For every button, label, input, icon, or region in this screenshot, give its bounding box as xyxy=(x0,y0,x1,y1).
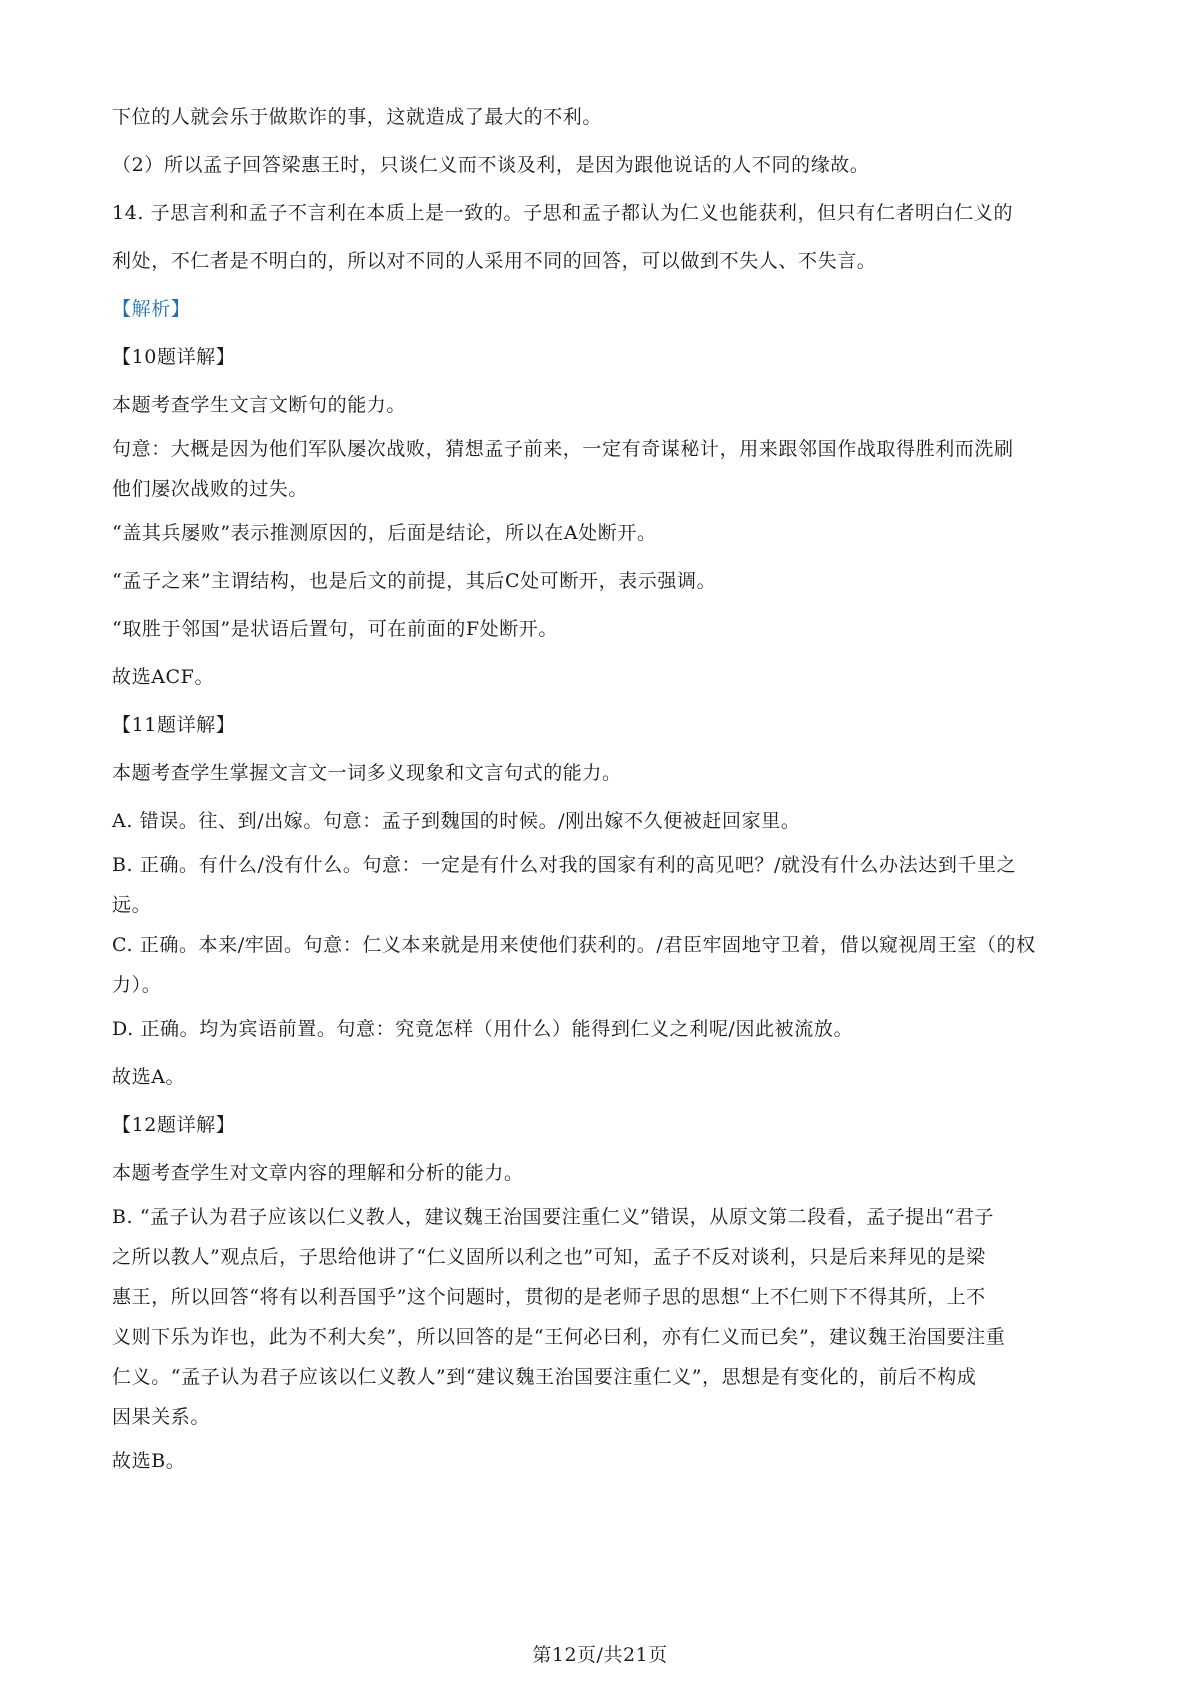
option-b-line: 义则下乐为诈也，此为不利大矣”，所以回答的是“王何必曰利，亦有仁义而已矣”，建议魏王治国要注重 xyxy=(112,1326,1006,1348)
option-b-line: 之所以教人”观点后，子思给他讲了“仁义固所以利之也”可知，孟子不反对谈利，只是后来拜见的是梁 xyxy=(112,1246,986,1268)
page-number: 第12页/共21页 xyxy=(532,1644,668,1666)
paragraph-line: “取胜于邻国”是状语后置句，可在前面的F处断开。 xyxy=(112,618,559,640)
option-b-line: 远。 xyxy=(112,894,152,916)
option-c-line: 力）。 xyxy=(112,974,162,996)
paragraph-line: 他们屡次战败的过失。 xyxy=(112,478,309,500)
option-c-line: C. 正确。本来/牢固。句意：仁义本来就是用来使他们获利的。/君臣牢固地守卫着，借以窥视周王室（的权 xyxy=(112,934,1036,956)
analysis-heading: 【解析】 xyxy=(112,298,191,320)
option-b-line: B. 正确。有什么/没有什么。句意：一定是有什么对我的国家有利的高见吧？/就没有什么办法达到千里之 xyxy=(112,854,1017,876)
answer-choice-line: 故选B。 xyxy=(112,1450,186,1472)
paragraph-line: 本题考查学生对文章内容的理解和分析的能力。 xyxy=(112,1162,524,1184)
option-a-line: A. 错误。往、到/出嫁。句意：孟子到魏国的时候。/刚出嫁不久便被赶回家里。 xyxy=(112,810,801,832)
paragraph-line: “盖其兵屡败”表示推测原因的，后面是结论，所以在A处断开。 xyxy=(112,522,657,544)
question-11-heading: 【11题详解】 xyxy=(112,714,236,736)
paragraph-line: 本题考查学生文言文断句的能力。 xyxy=(112,394,407,416)
option-d-line: D. 正确。均为宾语前置。句意：究竟怎样（用什么）能得到仁义之利呢/因此被流放。 xyxy=(112,1018,854,1040)
question-10-heading: 【10题详解】 xyxy=(112,346,236,368)
question-12-heading: 【12题详解】 xyxy=(112,1114,236,1136)
paragraph-line: 本题考查学生掌握文言文一词多义现象和文言句式的能力。 xyxy=(112,762,622,784)
answer-line: （2）所以孟子回答梁惠王时，只谈仁义而不谈及利，是因为跟他说话的人不同的缘故。 xyxy=(112,154,870,176)
answer-choice-line: 故选A。 xyxy=(112,1066,186,1088)
answer-14-line: 利处，不仁者是不明白的，所以对不同的人采用不同的回答，可以做到不失人、不失言。 xyxy=(112,250,877,272)
option-b-line: B. “孟子认为君子应该以仁义教人，建议魏王治国要注重仁义”错误，从原文第二段看，孟子提出“君子 xyxy=(112,1206,994,1228)
option-b-line: 仁义。“孟子认为君子应该以仁义教人”到“建议魏王治国要注重仁义”，思想是有变化的，前后不构成 xyxy=(112,1366,977,1388)
answer-14-line: 14. 子思言利和孟子不言利在本质上是一致的。子思和孟子都认为仁义也能获利，但只有仁者明白仁义的 xyxy=(112,202,1014,224)
option-b-line: 因果关系。 xyxy=(112,1406,211,1428)
paragraph-line: 句意：大概是因为他们军队屡次战败，猜想孟子前来，一定有奇谋秘计，用来跟邻国作战取得胜利而洗刷 xyxy=(112,438,1014,460)
answer-line: 下位的人就会乐于做欺诈的事，这就造成了最大的不利。 xyxy=(112,106,603,128)
document-body xyxy=(112,93,1097,1485)
answer-choice-line: 故选ACF。 xyxy=(112,666,215,688)
option-b-line: 惠王，所以回答“将有以利吾国乎”这个问题时，贯彻的是老师子思的思想“上不仁则下不得其所，上不 xyxy=(112,1286,986,1308)
paragraph-line: “孟子之来”主谓结构，也是后文的前提，其后C处可断开，表示强调。 xyxy=(112,570,717,592)
